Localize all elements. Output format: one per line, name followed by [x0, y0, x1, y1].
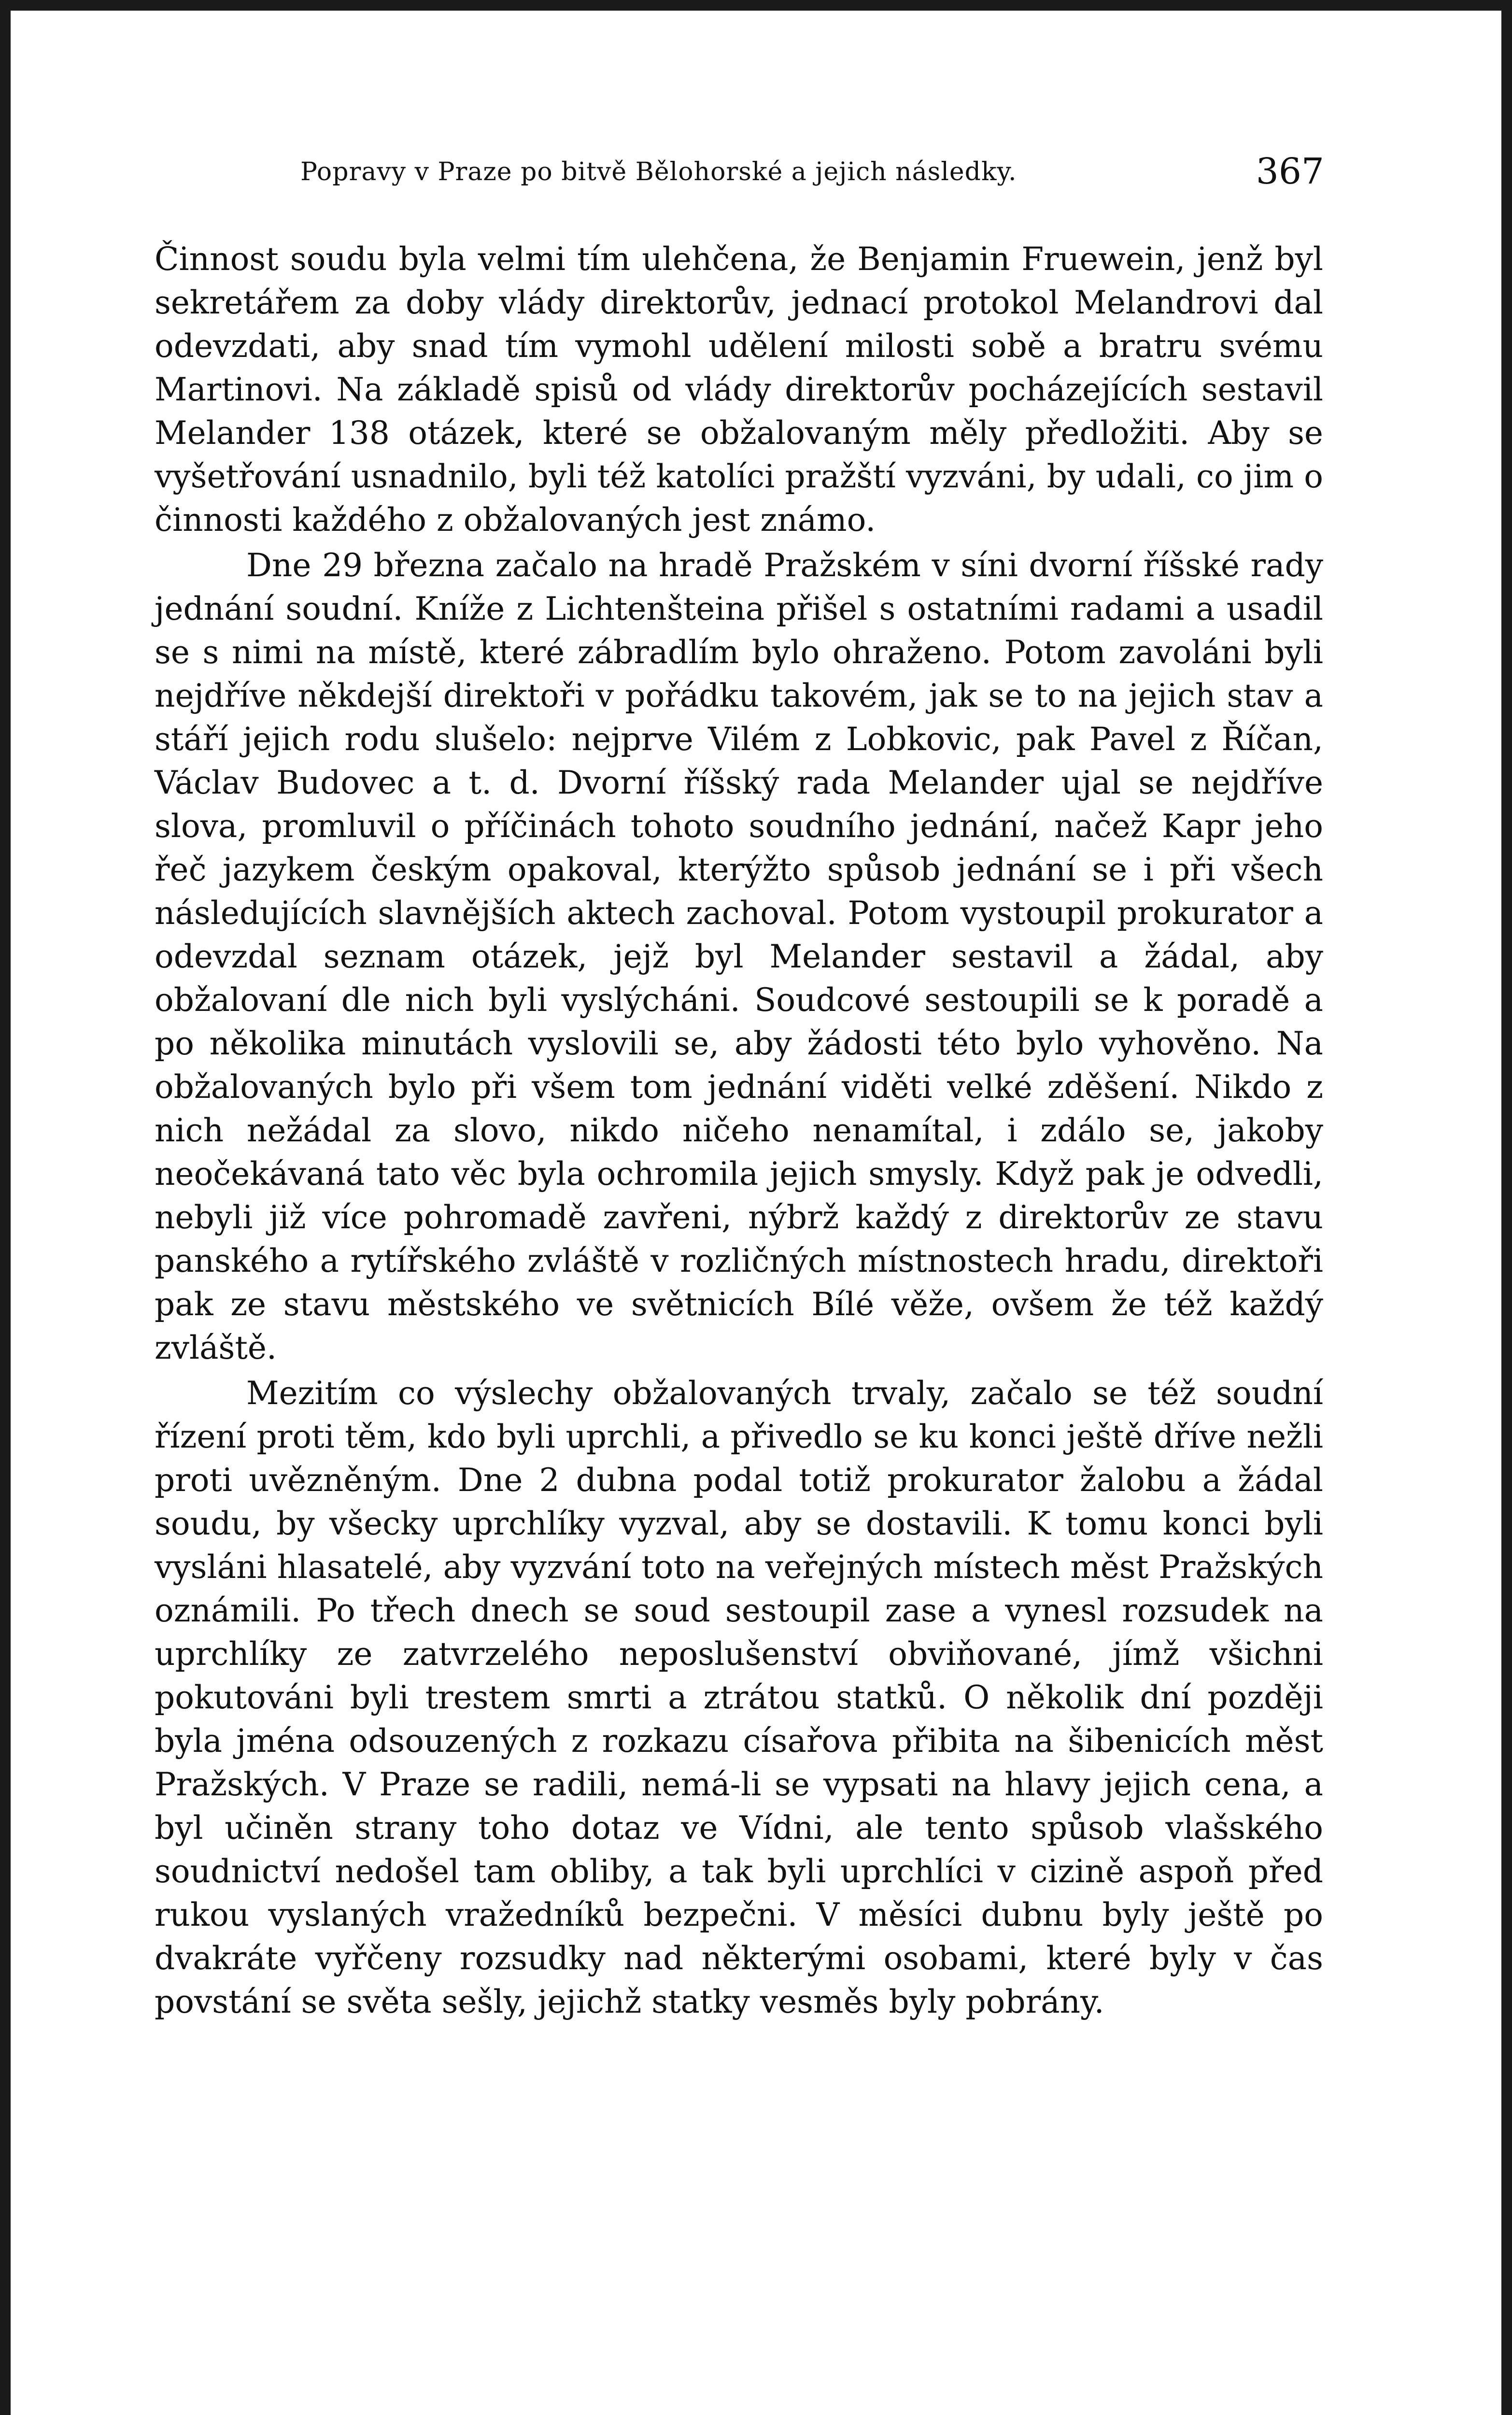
paragraph-2: Dne 29 března začalo na hradě Pražském v síni dvorní říšské rady jednání soudní. Kníže z Lichtenšteina přišel s ostatními radami a usadil se s nimi na místě, které zábradlím bylo ohraženo. Potom zavoláni byli nejdříve někdejší direktoři v pořádku takovém, jak se to na jejich stav a stáří jejich rodu slušelo: nejprve Vilém z Lobkovic, pak Pavel z Říčan, Václav Budovec a t. d. Dvorní říšský rada Melander ujal se nejdříve slova, promluvil o příčinách tohoto soudního jednání, načež Kapr jeho řeč jazykem českým opakoval, kterýžto spůsob jednání se i při všech následujících slavnějších aktech zachoval. Potom vystoupil prokurator a odevzdal seznam otázek, jejž byl Melander sestavil a žádal, aby obžalovaní dle nich byli vyslýcháni. Soudcové sestoupili se k poradě a po několika minutách vyslovili se, aby žádosti této bylo vyhověno. Na obžalovaných bylo při všem tom jednání viděti velké zděšení. Nikdo z nich nežádal za slovo, nikdo ničeho nenamítal, i zdálo se, jakoby neočekávaná tato věc byla ochromila jejich smysly. Když pak je odvedli, nebyli již více pohromadě zavřeni, nýbrž každý z direktorův ze stavu panského a rytířského zvláště v rozličných místnostech hradu, direktoři pak ze stavu městského ve světnicích Bílé věže, ovšem že též každý zvláště. — [155, 547, 1323, 1366]
paragraph-1: Činnost soudu byla velmi tím ulehčena, že Benjamin Fruewein, jenž byl sekretářem za doby vlády direktorův, jednací protokol Melandrovi dal odevzdati, aby snad tím vymohl udělení milosti sobě a bratru svému Martinovi. Na základě spisů od vlády direktorův pocházejících sestavil Melander 138 otázek, které se obžalovaným měly předložiti. Aby se vyšetřování usnadnilo, byli též katolíci pražští vyzváni, by udali, co jim o činnosti každého z obžalovaných jest známo. — [155, 241, 1323, 539]
paragraph-3: Mezitím co výslechy obžalovaných trvaly, začalo se též soudní řízení proti těm, kdo byli uprchli, a přivedlo se ku konci ještě dříve nežli proti uvězněným. Dne 2 dubna podal totiž prokurator žalobu a žádal soudu, by všecky uprchlíky vyzval, aby se dostavili. K tomu konci byli vysláni hlasatelé, aby vyzvání toto na veřejných místech měst Pražských oznámili. Po třech dnech se soud sestoupil zase a vynesl rozsudek na uprchlíky ze zatvrzelého neposlušenství obviňované, jímž všichni pokutováni byli trestem smrti a ztrátou statků. O několik dní později byla jména odsouzených z rozkazu císařova přibita na šibenicích měst Pražských. V Praze se radili, nemá-li se vypsati na hlavy jejich cena, a byl učiněn strany toho dotaz ve Vídni, ale tento spůsob vlašského soudnictví nedošel tam obliby, a tak byli uprchlíci v cizině aspoň před rukou vyslaných vražedníků bezpečni. V měsíci dubnu byly ještě po dvakráte vyřčeny rozsudky nad některými osobami, které byly v čas povstání se světa sešly, jejichž statky vesměs byly pobrány. — [155, 1375, 1323, 2020]
running-title: Popravy v Praze po bitvě Bělohorské a jejich následky. — [300, 157, 1017, 186]
page-header — [300, 151, 1324, 199]
book-page — [11, 11, 1501, 2415]
body-text — [155, 238, 1323, 2026]
page-number: 367 — [1256, 151, 1324, 192]
